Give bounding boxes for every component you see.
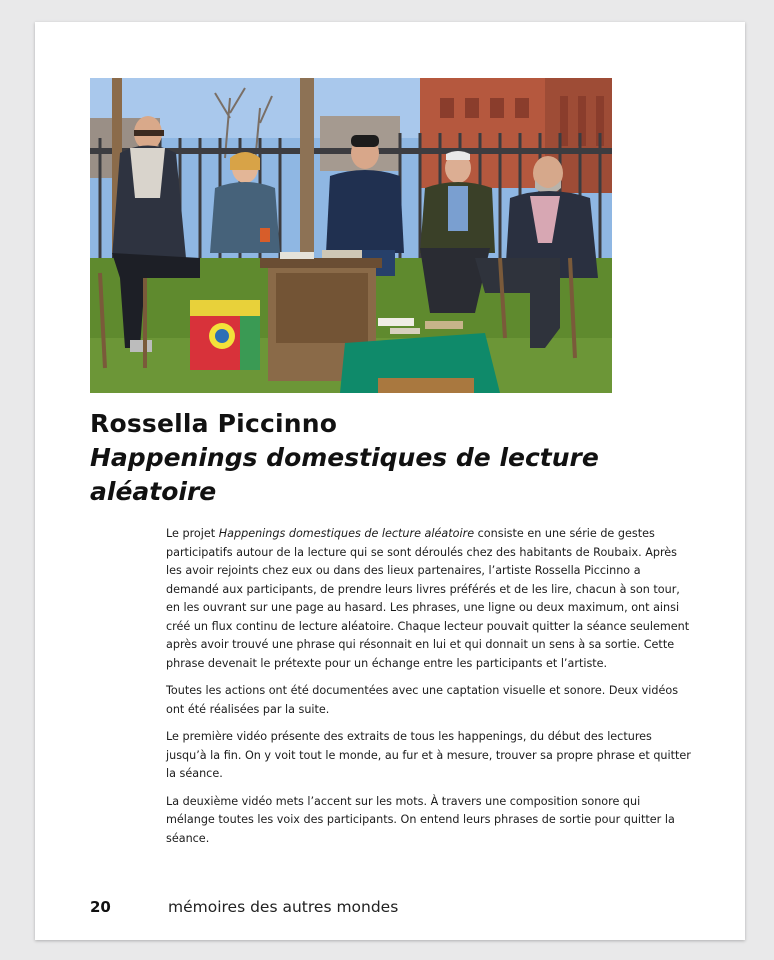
paragraph-1-italic-title: Happenings domestiques de lecture aléatoire: [218, 527, 475, 540]
paragraph-1-text: consiste en une série de gestes participatifs autour de la lecture qui se sont déroulés chez des habitants de Roubaix. Après les avoir rejoints chez eux ou dans des lieux partenaires, l’artiste Rossella Piccinno a demandé aux participants, de prendre leurs livres préférés et de les lire, chacun à son tour, en les ouvrant sur une page au hasard. Les phrases, une ligne ou deux maximum, ont ainsi créé un flux continu de lecture aléatoire. Chaque lecteur pouvait quitter la séance seulement après avoir trouvé une phrase qui résonnait en lui et qui donnait un sens à sa sortie. Cette phrase devenait le prétexte pour un échange entre les participants et l’artiste.: [166, 527, 690, 670]
article-photo: [90, 78, 612, 393]
work-title: Happenings domestiques de lecture aléatoire: [90, 443, 599, 506]
paragraph-1-prefix: Le projet: [166, 527, 219, 540]
paragraph-3: Le première vidéo présente des extraits de tous les happenings, du début des lectures jusqu’à la fin. On y voit tout le monde, au fur et à mesure, trouver sa propre phrase et quitter la séance.: [166, 730, 691, 780]
page-number: 20: [90, 898, 111, 916]
paragraph-2: Toutes les actions ont été documentées avec une captation visuelle et sonore. Deux vidéos ont été réalisées par la suite.: [166, 684, 679, 716]
article-heading: [90, 407, 650, 509]
paragraph-4: La deuxième vidéo mets l’accent sur les mots. À travers une composition sonore qui mélange toutes les voix des participants. On entend leurs phrases de sortie pour quitter la séance.: [166, 794, 675, 845]
artist-name: Rossella Piccinno: [90, 409, 338, 438]
article-body: [166, 525, 692, 857]
paragraph-1: [166, 525, 692, 673]
publication-title: mémoires des autres mondes: [168, 898, 399, 916]
document-page: [35, 22, 745, 940]
